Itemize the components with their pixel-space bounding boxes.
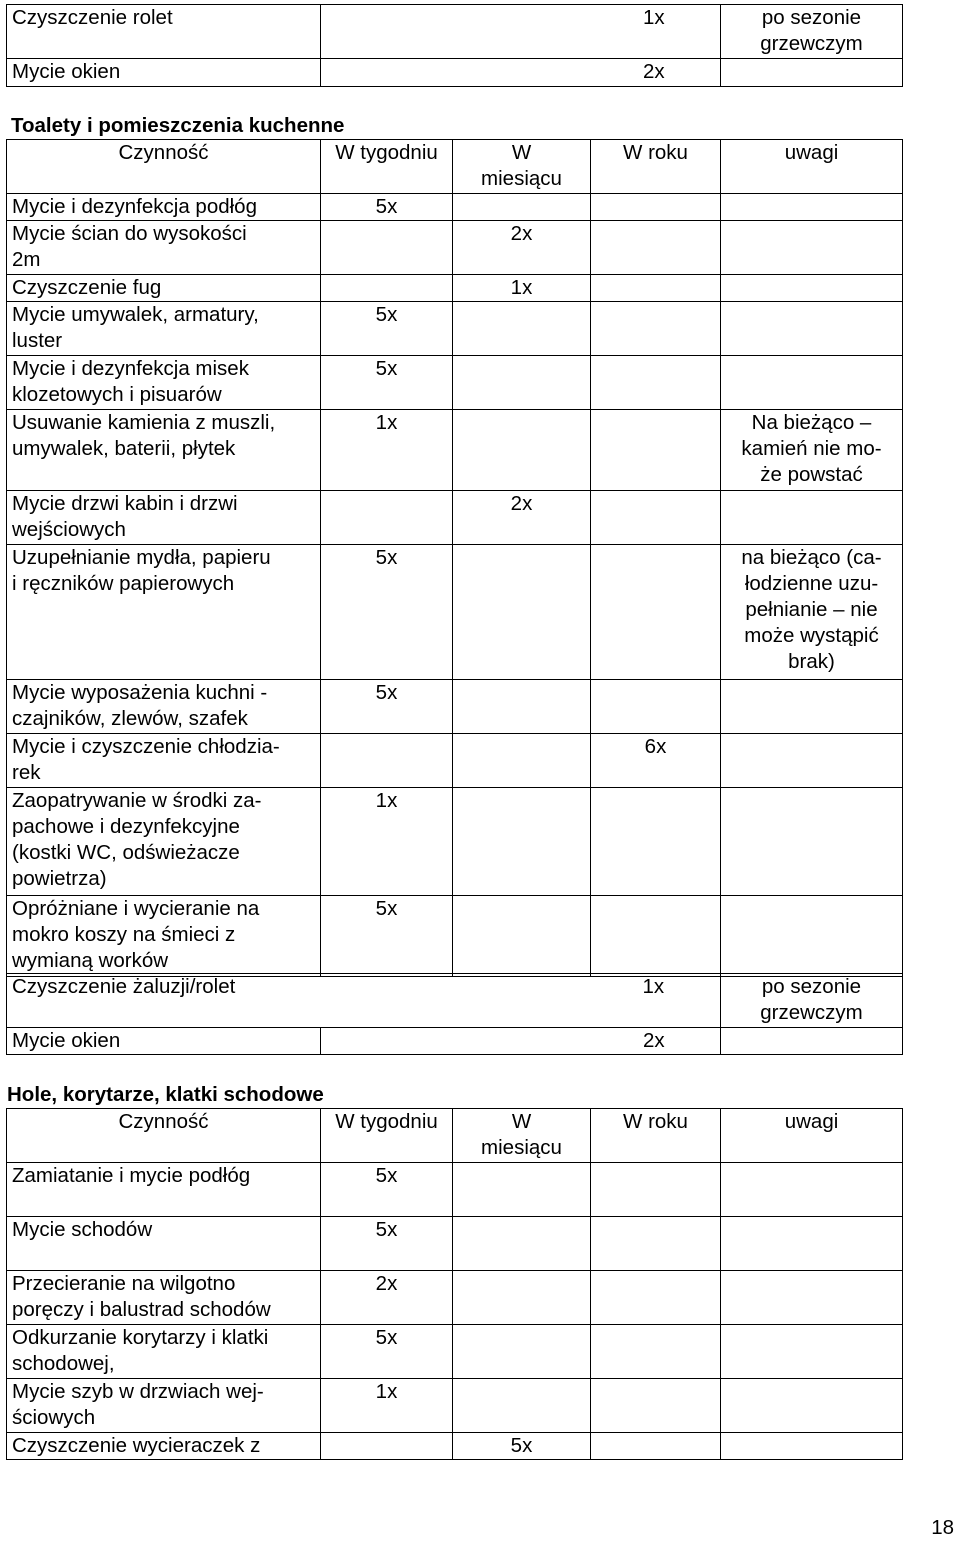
week-cell: [321, 491, 453, 545]
week-cell: 2x: [321, 1271, 453, 1325]
activity-cell: Uzupełnianie mydła, papieru i ręczników papierowych: [7, 545, 321, 680]
week-cell: 5x: [321, 680, 453, 734]
header-week: W tygodniu: [321, 1109, 453, 1163]
table-row: [7, 410, 903, 491]
year-cell: [591, 896, 721, 977]
notes-cell: [721, 491, 903, 545]
year-cell: [591, 221, 721, 275]
header-year: W roku: [591, 140, 721, 194]
month-cell: [453, 896, 591, 977]
notes-cell: [721, 194, 903, 221]
year-cell: [591, 1433, 721, 1460]
week-cell: [321, 275, 453, 302]
year-cell: [591, 1325, 721, 1379]
month-cell: [453, 1271, 591, 1325]
notes-cell: [721, 1271, 903, 1325]
table-row: [7, 680, 903, 734]
notes-cell: [721, 275, 903, 302]
table-row: [7, 356, 903, 410]
week-cell: 5x: [321, 1163, 453, 1217]
notes-cell: [721, 896, 903, 977]
week-cell: [321, 221, 453, 275]
year-cell: [591, 275, 721, 302]
notes-cell: [721, 356, 903, 410]
notes-cell: [721, 788, 903, 896]
notes-cell: [721, 302, 903, 356]
activity-cell: Przecieranie na wilgotno poręczy i balustrad schodów: [7, 1271, 321, 1325]
notes-cell: Na bieżąco – kamień nie mo- że powstać: [721, 410, 903, 491]
notes-cell: [721, 680, 903, 734]
activity-cell: Mycie i dezynfekcja podłóg: [7, 194, 321, 221]
header-year: W roku: [591, 1109, 721, 1163]
table-row: [7, 194, 903, 221]
table-row: [7, 734, 903, 788]
table-row: [7, 1325, 903, 1379]
notes-cell: [721, 1325, 903, 1379]
table-row: [7, 275, 903, 302]
freq-cell: 2x: [321, 59, 721, 87]
month-cell: [453, 1325, 591, 1379]
header-notes: uwagi: [721, 140, 903, 194]
month-cell: [453, 194, 591, 221]
month-cell: [453, 410, 591, 491]
week-cell: 5x: [321, 194, 453, 221]
activity-cell: Mycie umywalek, armatury, luster: [7, 302, 321, 356]
year-cell: [591, 1271, 721, 1325]
week-cell: 5x: [321, 545, 453, 680]
month-cell: 1x: [453, 275, 591, 302]
month-cell: 2x: [453, 221, 591, 275]
header-week: W tygodniu: [321, 140, 453, 194]
table-row: [7, 221, 903, 275]
year-cell: [591, 194, 721, 221]
activity-cell: Mycie okien: [7, 1028, 321, 1055]
notes-cell: [721, 59, 903, 87]
year-cell: [591, 491, 721, 545]
week-cell: [321, 1433, 453, 1460]
table-row: [7, 896, 903, 977]
halls-corridors-table: [6, 1108, 903, 1460]
month-cell: 2x: [453, 491, 591, 545]
notes-cell: [721, 1028, 903, 1055]
activity-cell: Czyszczenie żaluzji/rolet: [7, 974, 321, 1028]
notes-cell: [721, 1163, 903, 1217]
month-cell: 5x: [453, 1433, 591, 1460]
notes-cell: [721, 1379, 903, 1433]
week-cell: 1x: [321, 1379, 453, 1433]
year-cell: [591, 356, 721, 410]
week-cell: 5x: [321, 302, 453, 356]
table-row: [7, 788, 903, 896]
year-cell: [591, 1217, 721, 1271]
week-cell: 5x: [321, 356, 453, 410]
table-row: [7, 974, 903, 1028]
table-header-row: [7, 1109, 903, 1163]
activity-cell: Mycie ścian do wysokości 2m: [7, 221, 321, 275]
month-cell: [453, 680, 591, 734]
month-cell: [453, 302, 591, 356]
month-cell: [453, 356, 591, 410]
activity-cell: Mycie i czyszczenie chłodzia- rek: [7, 734, 321, 788]
notes-cell: po sezonie grzewczym: [721, 5, 903, 59]
table-row: [7, 1433, 903, 1460]
activity-cell: Usuwanie kamienia z muszli, umywalek, baterii, płytek: [7, 410, 321, 491]
week-cell: 5x: [321, 1325, 453, 1379]
year-cell: [591, 1163, 721, 1217]
table-row: [7, 1028, 903, 1055]
table-row: [7, 1379, 903, 1433]
week-cell: 1x: [321, 410, 453, 491]
header-activity: Czynność: [7, 1109, 321, 1163]
activity-cell: Mycie i dezynfekcja misek klozetowych i pisuarów: [7, 356, 321, 410]
year-cell: [591, 680, 721, 734]
notes-cell: na bieżąco (ca- łodzienne uzu- pełnianie – nie może wystąpić brak): [721, 545, 903, 680]
activity-cell: Mycie szyb w drzwiach wej- ściowych: [7, 1379, 321, 1433]
header-month: W miesiącu: [453, 1109, 591, 1163]
month-cell: [453, 788, 591, 896]
table-row: [7, 1271, 903, 1325]
table-row: [7, 302, 903, 356]
activity-cell: Zamiatanie i mycie podłóg: [7, 1163, 321, 1217]
week-cell: 5x: [321, 896, 453, 977]
table-row: [7, 59, 903, 87]
table-row: [7, 1163, 903, 1217]
week-cell: [321, 734, 453, 788]
year-cell: [591, 788, 721, 896]
activity-cell: Mycie schodów: [7, 1217, 321, 1271]
activity-cell: Czyszczenie fug: [7, 275, 321, 302]
top-table: [6, 4, 903, 87]
header-activity: Czynność: [7, 140, 321, 194]
activity-cell: Odkurzanie korytarzy i klatki schodowej,: [7, 1325, 321, 1379]
freq-cell: 2x: [321, 1028, 721, 1055]
section-heading: Hole, korytarze, klatki schodowe: [7, 1083, 324, 1106]
table-row: [7, 545, 903, 680]
section-heading: Toalety i pomieszczenia kuchenne: [11, 114, 345, 137]
activity-cell: Mycie okien: [7, 59, 321, 87]
month-cell: [453, 1163, 591, 1217]
freq-cell: 1x: [321, 5, 721, 59]
year-cell: [591, 1379, 721, 1433]
header-month: W miesiącu: [453, 140, 591, 194]
notes-cell: po sezonie grzewczym: [721, 974, 903, 1028]
table-header-row: [7, 140, 903, 194]
week-cell: 1x: [321, 788, 453, 896]
year-cell: [591, 410, 721, 491]
notes-cell: [721, 734, 903, 788]
toilets-kitchen-tail-table: [6, 973, 903, 1055]
activity-cell: Zaopatrywanie w środki za- pachowe i dezynfekcyjne (kostki WC, odświeżacze powietrza): [7, 788, 321, 896]
page-number: 18: [931, 1516, 954, 1539]
year-cell: [591, 302, 721, 356]
month-cell: [453, 1379, 591, 1433]
notes-cell: [721, 1217, 903, 1271]
activity-cell: Mycie wyposażenia kuchni - czajników, zlewów, szafek: [7, 680, 321, 734]
notes-cell: [721, 221, 903, 275]
notes-cell: [721, 1433, 903, 1460]
header-notes: uwagi: [721, 1109, 903, 1163]
table-row: [7, 5, 903, 59]
year-cell: [591, 545, 721, 680]
activity-cell: Opróżniane i wycieranie na mokro koszy na śmieci z wymianą worków: [7, 896, 321, 977]
month-cell: [453, 1217, 591, 1271]
week-cell: 5x: [321, 1217, 453, 1271]
activity-cell: Czyszczenie rolet: [7, 5, 321, 59]
table-row: [7, 491, 903, 545]
table-row: [7, 1217, 903, 1271]
toilets-kitchen-table: [6, 139, 903, 977]
month-cell: [453, 545, 591, 680]
activity-cell: Czyszczenie wycieraczek z: [7, 1433, 321, 1460]
year-cell: 6x: [591, 734, 721, 788]
activity-cell: Mycie drzwi kabin i drzwi wejściowych: [7, 491, 321, 545]
month-cell: [453, 734, 591, 788]
freq-cell: 1x: [321, 974, 721, 1028]
